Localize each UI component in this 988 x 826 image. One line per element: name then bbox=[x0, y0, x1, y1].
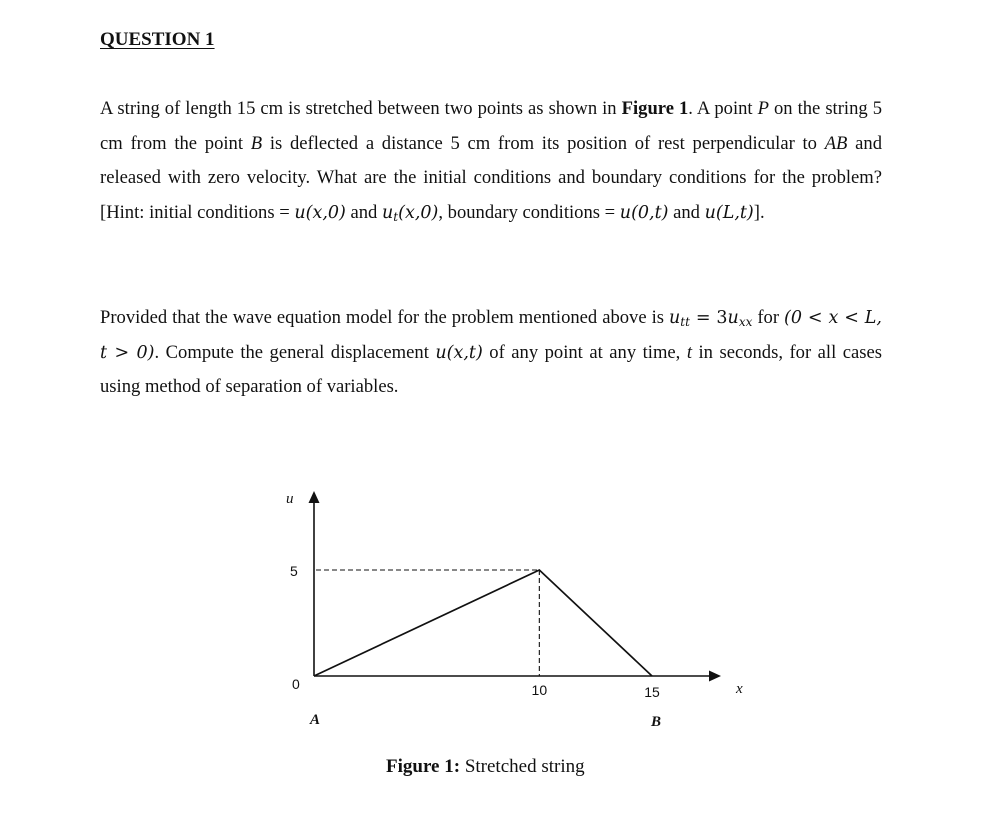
x-tick-10: 10 bbox=[531, 682, 548, 698]
eq-lhs-base: u bbox=[668, 308, 681, 328]
time-variable: t bbox=[686, 341, 692, 363]
p2-text-2: for bbox=[752, 307, 785, 328]
figure-caption-text: Stretched string bbox=[460, 756, 585, 777]
p2-text-5: in seconds, for all cases using method of separation of variables. bbox=[100, 341, 882, 398]
math-u-l-t: u(L,t) bbox=[704, 202, 754, 223]
eq-rhs-base: u bbox=[727, 308, 739, 328]
figure-caption bbox=[386, 756, 585, 778]
eq-rhs-sub: xx bbox=[738, 315, 753, 329]
eq-lhs-sub: tt bbox=[680, 315, 690, 329]
segment-ab: AB bbox=[824, 132, 848, 154]
y-tick-5: 5 bbox=[290, 563, 298, 579]
p1-text-8: and bbox=[668, 201, 705, 223]
p1-text-1: A string of length 15 cm is stretched between two points as shown in bbox=[100, 98, 622, 119]
point-b-ref: B bbox=[250, 132, 263, 154]
eq-mid: = 3 bbox=[689, 308, 728, 328]
x-axis-arrow-icon bbox=[709, 671, 721, 682]
x-tick-15: 15 bbox=[644, 684, 660, 700]
u-axis-label: u bbox=[286, 491, 294, 507]
p1-text-3: on the string 5 cm from the point bbox=[100, 98, 882, 154]
y-tick-0: 0 bbox=[292, 676, 300, 692]
string-profile bbox=[314, 570, 652, 676]
p1-text-5: and released with zero velocity. What are the initial conditions and boundary conditions for the problem? [Hint: initial conditions = bbox=[100, 132, 883, 223]
point-a-label: A bbox=[310, 712, 321, 728]
p2-text-1: Provided that the wave equation model for the problem mentioned above is bbox=[100, 307, 669, 328]
point-p: P bbox=[757, 98, 769, 119]
p1-text-2: . A point bbox=[688, 98, 758, 119]
figure-caption-label: Figure 1: bbox=[386, 756, 461, 777]
p1-text-6: and bbox=[345, 201, 383, 223]
point-b-label: B bbox=[651, 714, 662, 730]
math-u-0-t: u(0,t) bbox=[619, 202, 669, 223]
math-u-x-0: u(x,0) bbox=[294, 202, 346, 223]
domain-condition: (0 < x < L, t > 0) bbox=[100, 308, 882, 363]
math-ut-args: (x,0) bbox=[398, 202, 439, 223]
p2-text-3: . Compute the general displacement bbox=[154, 341, 436, 363]
p1-text-7: , boundary conditions = bbox=[438, 201, 620, 223]
x-axis-label: x bbox=[736, 681, 743, 697]
math-ut-base: u bbox=[382, 202, 394, 223]
u-axis-arrow-icon bbox=[309, 491, 320, 503]
math-u-x-t: u(x,t) bbox=[435, 342, 483, 363]
p1-text-4: is deflected a distance 5 cm from its position of rest perpendicular to bbox=[262, 132, 825, 154]
question-heading: QUESTION 1 bbox=[100, 29, 215, 50]
p1-text-9: ]. bbox=[753, 201, 765, 223]
figure-reference: Figure 1 bbox=[621, 98, 689, 119]
math-ut-sub: t bbox=[393, 209, 399, 224]
p2-text-4: of any point at any time, bbox=[482, 341, 687, 363]
